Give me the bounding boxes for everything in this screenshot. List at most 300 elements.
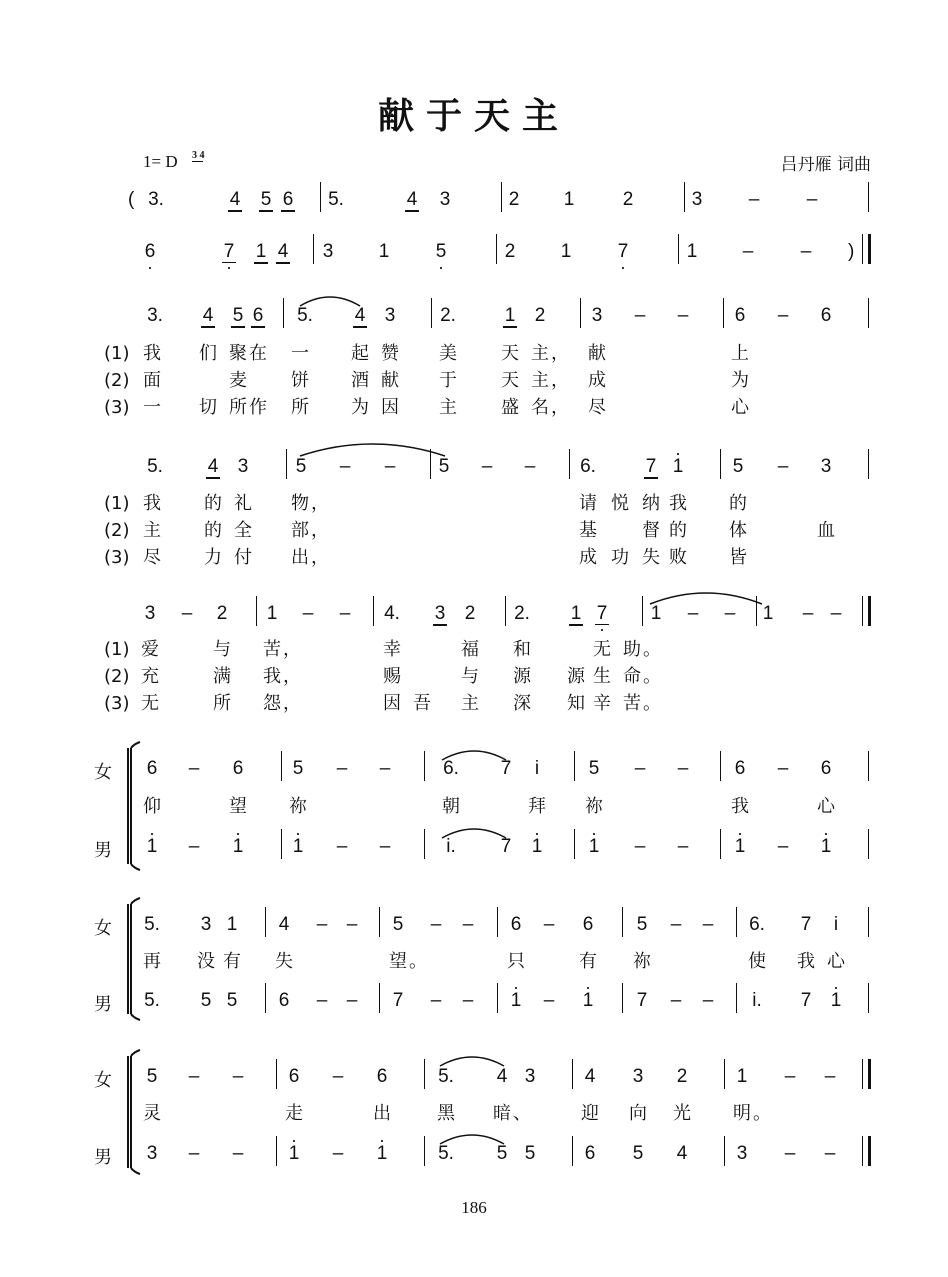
note-female: 4 bbox=[584, 1066, 596, 1087]
note-male: – bbox=[188, 836, 200, 857]
barline bbox=[574, 751, 575, 781]
note-male: 6 bbox=[278, 990, 290, 1011]
note-male: 5 bbox=[200, 990, 212, 1011]
lyric-char: ， bbox=[311, 493, 329, 514]
note: – bbox=[524, 456, 536, 477]
note-female: i bbox=[833, 914, 839, 935]
lyric-char: 助 bbox=[623, 639, 641, 660]
lyric-char: 祢 bbox=[289, 796, 307, 817]
note: 7 · bbox=[609, 241, 637, 263]
note-male: · 1 bbox=[284, 836, 312, 858]
lyric-char: 再 bbox=[143, 951, 161, 972]
lyric-char: 向 bbox=[629, 1103, 647, 1124]
lyric-char: 知 bbox=[567, 693, 585, 714]
lyric-char: 付 bbox=[234, 547, 252, 568]
lyric-char: 的 bbox=[204, 493, 222, 514]
lyric-char: 拜 bbox=[528, 796, 546, 817]
lyric-char: 力 bbox=[204, 547, 222, 568]
note: – bbox=[302, 603, 314, 624]
note: – bbox=[724, 603, 736, 624]
barline bbox=[431, 298, 432, 328]
note-male: 7 bbox=[500, 836, 512, 857]
note: – bbox=[806, 189, 818, 210]
note: 6 · bbox=[136, 241, 164, 263]
note-male: 7 bbox=[392, 990, 404, 1011]
lyric-char: 功 bbox=[611, 547, 629, 568]
lyric-char: ， bbox=[551, 397, 569, 418]
note-male: 5 bbox=[524, 1143, 536, 1164]
note-female: – bbox=[332, 1066, 344, 1087]
lyric-char: 所 bbox=[229, 397, 247, 418]
note: 5. bbox=[297, 305, 313, 326]
lyric-char: 在 bbox=[249, 343, 267, 364]
note: – bbox=[777, 456, 789, 477]
note: 6 bbox=[244, 305, 272, 327]
note: – bbox=[181, 603, 193, 624]
lyric-char: 源 bbox=[567, 666, 585, 687]
lyric-char: 黑 bbox=[437, 1103, 455, 1124]
lyric-char: 赞 bbox=[381, 343, 399, 364]
final-barline bbox=[862, 234, 871, 264]
lyric-char: 一 bbox=[143, 397, 161, 418]
note: 4. bbox=[384, 603, 400, 624]
note: 2 bbox=[622, 189, 634, 210]
note: – bbox=[687, 603, 699, 624]
barline bbox=[281, 751, 282, 781]
lyric-char: 名 bbox=[531, 397, 549, 418]
note: 5 bbox=[295, 456, 307, 477]
note: 7 bbox=[637, 456, 665, 478]
note-female: 4 bbox=[496, 1066, 508, 1087]
lyric-char: 成 bbox=[588, 370, 606, 391]
barline bbox=[497, 983, 498, 1013]
note-male: · 1 bbox=[280, 1143, 308, 1165]
lyric-char: 主 bbox=[531, 343, 549, 364]
barline bbox=[276, 1136, 277, 1166]
note-male: – bbox=[677, 836, 689, 857]
lyric-char: 的 bbox=[204, 520, 222, 541]
lyric-char: 酒 bbox=[351, 370, 369, 391]
note: 4 bbox=[346, 305, 374, 327]
barline bbox=[868, 983, 869, 1013]
note-male: – bbox=[332, 1143, 344, 1164]
note: 4 bbox=[269, 241, 297, 263]
barline bbox=[572, 1136, 573, 1166]
lyric-char: 上 bbox=[731, 343, 749, 364]
note: 2 bbox=[216, 603, 228, 624]
note-male: i. bbox=[752, 990, 762, 1011]
lyric-char: 部 bbox=[291, 520, 309, 541]
lyric-char: 为 bbox=[731, 370, 749, 391]
lyric-char: 我 bbox=[731, 796, 749, 817]
lyric-char: 满 bbox=[213, 666, 231, 687]
lyric-char: 赐 bbox=[383, 666, 401, 687]
lyric-char: 我 bbox=[143, 343, 161, 364]
note-female: – bbox=[188, 1066, 200, 1087]
note: 4 bbox=[194, 305, 222, 327]
barline bbox=[580, 298, 581, 328]
lyric-char: 成 bbox=[579, 547, 597, 568]
slur bbox=[300, 444, 445, 456]
note: – bbox=[830, 603, 842, 624]
note-male: · 1 bbox=[812, 836, 840, 858]
note-female: 5. bbox=[144, 914, 160, 935]
note: · 1 bbox=[664, 456, 692, 478]
note-female: – bbox=[379, 758, 391, 779]
verse-label: (2) bbox=[104, 666, 130, 687]
barline bbox=[868, 449, 869, 479]
lyric-char: 尽 bbox=[588, 397, 606, 418]
barline bbox=[281, 829, 282, 859]
note-male: 5 bbox=[226, 990, 238, 1011]
composer-credit: 吕丹雁 词曲 bbox=[780, 155, 871, 175]
lyric-char: 辛 bbox=[593, 693, 611, 714]
lyric-char: ， bbox=[551, 343, 569, 364]
lyric-char: 心 bbox=[817, 796, 835, 817]
note-male: 7 bbox=[800, 990, 812, 1011]
lyric-char: 。 bbox=[643, 666, 661, 687]
note-male: · 1 bbox=[138, 836, 166, 858]
lyric-char: 悦 bbox=[611, 493, 629, 514]
lyric-char: 灵 bbox=[143, 1103, 161, 1124]
lyric-char: 皆 bbox=[729, 547, 747, 568]
barline bbox=[320, 182, 321, 212]
lyric-char: ， bbox=[283, 666, 301, 687]
note-male: – bbox=[316, 990, 328, 1011]
lyric-char: ， bbox=[283, 639, 301, 660]
lyric-char: 因 bbox=[383, 693, 401, 714]
note-female: 6 bbox=[734, 758, 746, 779]
note: 5 bbox=[438, 456, 450, 477]
lyric-char: 心 bbox=[827, 951, 845, 972]
note-female: 7 bbox=[800, 914, 812, 935]
note-male: 5 bbox=[632, 1143, 644, 1164]
lyric-char: 出 bbox=[373, 1103, 391, 1124]
note-male: · 1 bbox=[502, 990, 530, 1012]
note-male: · 1 bbox=[523, 836, 551, 858]
note-female: 4 bbox=[278, 914, 290, 935]
lyric-char: 无 bbox=[141, 693, 159, 714]
barline bbox=[736, 907, 737, 937]
lyric-char: 麦 bbox=[229, 370, 247, 391]
note-male: – bbox=[346, 990, 358, 1011]
note-male: – bbox=[336, 836, 348, 857]
lyric-char: 有 bbox=[223, 951, 241, 972]
barline bbox=[283, 298, 284, 328]
lyric-char: 没 bbox=[197, 951, 215, 972]
lyric-char: 苦 bbox=[263, 639, 281, 660]
voice-label-male: 男 bbox=[94, 1147, 112, 1168]
note: 5 bbox=[732, 456, 744, 477]
barline bbox=[720, 751, 721, 781]
barline bbox=[720, 449, 721, 479]
lyric-char: 明 bbox=[733, 1103, 751, 1124]
lyric-char: 败 bbox=[669, 547, 687, 568]
note: 7 · bbox=[215, 241, 243, 263]
lyric-char: 使 bbox=[748, 951, 766, 972]
note: 5 · bbox=[427, 241, 455, 263]
note-male: 5. bbox=[438, 1143, 454, 1164]
note-female: 5 bbox=[588, 758, 600, 779]
note: – bbox=[777, 305, 789, 326]
note: 1 bbox=[650, 603, 662, 624]
lyric-char: 的 bbox=[669, 520, 687, 541]
note-female: 6 bbox=[376, 1066, 388, 1087]
note-female: – bbox=[336, 758, 348, 779]
barline bbox=[868, 829, 869, 859]
voice-label-female: 女 bbox=[94, 762, 112, 783]
note-male: – bbox=[232, 1143, 244, 1164]
note: 1 bbox=[378, 241, 390, 262]
lyric-char: 血 bbox=[817, 520, 835, 541]
note-female: 5 bbox=[292, 758, 304, 779]
note: 5. bbox=[328, 189, 344, 210]
final-barline bbox=[862, 1059, 871, 1089]
note-female: – bbox=[462, 914, 474, 935]
note: 3 bbox=[426, 603, 454, 625]
lyric-char: 暗 bbox=[493, 1103, 511, 1124]
lyric-char: 祢 bbox=[633, 951, 651, 972]
note: 3 bbox=[691, 189, 703, 210]
lyric-char: 望 bbox=[229, 796, 247, 817]
note-female: – bbox=[188, 758, 200, 779]
lyric-char: 深 bbox=[513, 693, 531, 714]
note-female: – bbox=[670, 914, 682, 935]
barline bbox=[497, 907, 498, 937]
barline bbox=[256, 596, 257, 626]
note: 1 bbox=[496, 305, 524, 327]
lyric-char: 苦 bbox=[623, 693, 641, 714]
lyric-char: 主 bbox=[531, 370, 549, 391]
note-female: 5 bbox=[146, 1066, 158, 1087]
note: 1 bbox=[560, 241, 572, 262]
barline bbox=[723, 298, 724, 328]
lyric-char: 起 bbox=[351, 343, 369, 364]
barline bbox=[724, 1136, 725, 1166]
barline bbox=[379, 983, 380, 1013]
lyric-char: 。 bbox=[643, 693, 661, 714]
lyric-char: 爱 bbox=[141, 639, 159, 660]
note-female: 6 bbox=[288, 1066, 300, 1087]
page-number: 186 bbox=[461, 1198, 487, 1217]
lyric-char: 。 bbox=[409, 951, 427, 972]
lyric-char: 作 bbox=[249, 397, 267, 418]
note-male: i. bbox=[446, 836, 456, 857]
note-female: – bbox=[702, 914, 714, 935]
note-female: – bbox=[316, 914, 328, 935]
lyric-char: 因 bbox=[381, 397, 399, 418]
note: – bbox=[339, 456, 351, 477]
note: 5 bbox=[252, 189, 280, 211]
barline bbox=[276, 1059, 277, 1089]
note-female: 3 bbox=[524, 1066, 536, 1087]
note-male: – bbox=[777, 836, 789, 857]
voice-label-female: 女 bbox=[94, 918, 112, 939]
note: 2 bbox=[534, 305, 546, 326]
time-signature-bottom: 4 bbox=[199, 150, 205, 161]
note-female: 6 bbox=[232, 758, 244, 779]
note-female: i bbox=[534, 758, 540, 779]
note: – bbox=[339, 603, 351, 624]
barline bbox=[424, 829, 425, 859]
lyric-char: 。 bbox=[753, 1103, 771, 1124]
lyric-char: 们 bbox=[199, 343, 217, 364]
note-male: – bbox=[670, 990, 682, 1011]
note-female: – bbox=[777, 758, 789, 779]
lyric-char: 和 bbox=[513, 639, 531, 660]
note-female: 7 bbox=[500, 758, 512, 779]
lyric-char: 失 bbox=[642, 547, 660, 568]
lyric-char: 只 bbox=[507, 951, 525, 972]
lyric-char: 天 bbox=[501, 343, 519, 364]
note-female: 6 bbox=[510, 914, 522, 935]
note: 2. bbox=[440, 305, 456, 326]
note: – bbox=[802, 603, 814, 624]
note-male: · 1 bbox=[726, 836, 754, 858]
note-male: 7 bbox=[636, 990, 648, 1011]
note-male: · 1 bbox=[368, 1143, 396, 1165]
note-male: – bbox=[784, 1143, 796, 1164]
lyric-char: 仰 bbox=[143, 796, 161, 817]
lyric-char: 为 bbox=[351, 397, 369, 418]
lyric-char: ， bbox=[551, 370, 569, 391]
barline bbox=[868, 182, 869, 212]
lyric-char: 所 bbox=[213, 693, 231, 714]
note: 3 bbox=[322, 241, 334, 262]
lyric-char: 献 bbox=[381, 370, 399, 391]
note-male: – bbox=[462, 990, 474, 1011]
note: 5 bbox=[224, 305, 252, 327]
note: 4 bbox=[199, 456, 227, 478]
verse-label: (3) bbox=[104, 397, 130, 418]
note-female: 6 bbox=[820, 758, 832, 779]
note: – bbox=[481, 456, 493, 477]
note-male: 5. bbox=[144, 990, 160, 1011]
note-male: – bbox=[379, 836, 391, 857]
barline bbox=[424, 1136, 425, 1166]
note-female: – bbox=[677, 758, 689, 779]
lyric-char: 。 bbox=[643, 639, 661, 660]
lyric-char: 祢 bbox=[585, 796, 603, 817]
lyric-char: 聚 bbox=[229, 343, 247, 364]
verse-label: (1) bbox=[104, 493, 130, 514]
lyric-char: 福 bbox=[461, 639, 479, 660]
note-female: 1 bbox=[736, 1066, 748, 1087]
note: 2. bbox=[514, 603, 530, 624]
lyric-char: 主 bbox=[461, 693, 479, 714]
lyric-char: 一 bbox=[291, 343, 309, 364]
barline bbox=[622, 907, 623, 937]
note-female: 2 bbox=[676, 1066, 688, 1087]
note-male: – bbox=[543, 990, 555, 1011]
lyric-char: 主 bbox=[143, 520, 161, 541]
lyric-char: 、 bbox=[513, 1103, 531, 1124]
lyric-char: 与 bbox=[213, 639, 231, 660]
note: 1 bbox=[762, 603, 774, 624]
note-female: 3 bbox=[200, 914, 212, 935]
barline bbox=[424, 751, 425, 781]
note-female: – bbox=[824, 1066, 836, 1087]
note-female: – bbox=[634, 758, 646, 779]
note: – bbox=[634, 305, 646, 326]
lyric-char: 切 bbox=[199, 397, 217, 418]
barline bbox=[720, 829, 721, 859]
barline bbox=[574, 829, 575, 859]
note-male: – bbox=[430, 990, 442, 1011]
lyric-char: 主 bbox=[439, 397, 457, 418]
note: – bbox=[384, 456, 396, 477]
lyric-char: 吾 bbox=[413, 693, 431, 714]
slur bbox=[440, 1057, 504, 1066]
note-female: – bbox=[232, 1066, 244, 1087]
note-female: 6. bbox=[749, 914, 765, 935]
lyric-char: 我 bbox=[143, 493, 161, 514]
note-female: – bbox=[430, 914, 442, 935]
note: 1 bbox=[266, 603, 278, 624]
note-male: 3 bbox=[146, 1143, 158, 1164]
lyric-char: 所 bbox=[291, 397, 309, 418]
song-title: 献于天主 bbox=[377, 96, 570, 137]
note: 2 bbox=[508, 189, 520, 210]
note: 3 bbox=[237, 456, 249, 477]
note-male: · 1 bbox=[574, 990, 602, 1012]
note: 6 bbox=[734, 305, 746, 326]
lyric-char: 出 bbox=[291, 547, 309, 568]
note: 6 bbox=[274, 189, 302, 211]
note: – bbox=[800, 241, 812, 262]
note-male: – bbox=[188, 1143, 200, 1164]
note-male: · 1 bbox=[822, 990, 850, 1012]
time-signature-top: 3 bbox=[192, 150, 197, 161]
note: 6. bbox=[580, 456, 596, 477]
lyric-char: 我 bbox=[263, 666, 281, 687]
note: – bbox=[677, 305, 689, 326]
note-female: – bbox=[543, 914, 555, 935]
note: 3. bbox=[147, 305, 163, 326]
barline bbox=[265, 907, 266, 937]
note-male: 4 bbox=[676, 1143, 688, 1164]
lyric-char: ， bbox=[283, 693, 301, 714]
note-female: 6 bbox=[146, 758, 158, 779]
lyric-char: 的 bbox=[729, 493, 747, 514]
note: 6 bbox=[820, 305, 832, 326]
time-signature bbox=[192, 150, 205, 161]
barline bbox=[868, 298, 869, 328]
note: 1 bbox=[686, 241, 698, 262]
note-male: 3 bbox=[736, 1143, 748, 1164]
barline bbox=[724, 1059, 725, 1089]
barline bbox=[622, 983, 623, 1013]
verse-label: (2) bbox=[104, 520, 130, 541]
note: 1 bbox=[247, 241, 275, 263]
lyric-char: 美 bbox=[439, 343, 457, 364]
voice-label-male: 男 bbox=[94, 840, 112, 861]
lyric-char: 督 bbox=[642, 520, 660, 541]
note: 4 bbox=[221, 189, 249, 211]
lyric-char: 盛 bbox=[501, 397, 519, 418]
lyric-char: 迎 bbox=[581, 1103, 599, 1124]
lyric-char: 请 bbox=[579, 493, 597, 514]
lyric-char: 怨 bbox=[263, 693, 281, 714]
note: 2 bbox=[464, 603, 476, 624]
note: 3 bbox=[144, 603, 156, 624]
lyric-char: 于 bbox=[439, 370, 457, 391]
note-female: 6 bbox=[582, 914, 594, 935]
lyric-char: 献 bbox=[588, 343, 606, 364]
barline bbox=[505, 596, 506, 626]
lyric-char: 走 bbox=[285, 1103, 303, 1124]
note-female: 5 bbox=[636, 914, 648, 935]
